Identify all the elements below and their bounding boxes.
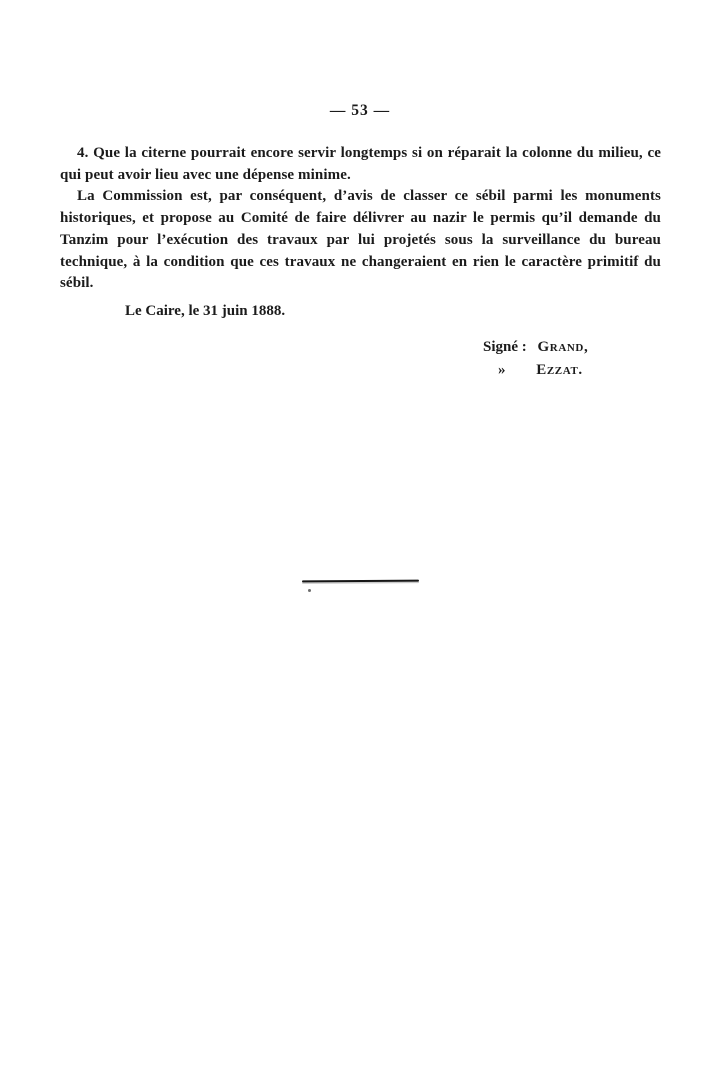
end-rule — [302, 580, 419, 583]
signature-name-ezzat: Ezzat. — [536, 362, 583, 378]
signature-block — [483, 336, 588, 382]
dateline: Le Caire, le 31 juin 1888. — [125, 303, 286, 319]
signature-label: Signé : — [483, 339, 527, 355]
ink-speck — [308, 589, 311, 592]
body-text — [60, 143, 661, 295]
signature-name-grand: Grand, — [537, 339, 589, 355]
signature-row-grand — [483, 336, 588, 359]
ditto-mark: » — [498, 362, 506, 378]
paragraph-commission: La Commission est, par conséquent, d’avis de classer ce sébil parmi les monuments historiques, et propose au Comité de faire délivrer au nazir le permis qu’il demande du Tanzim pour l’exécution des travaux par lui projetés sous la surveillance du bureau technique, à la condition que ces travaux ne changeraient en rien le caractère primitif du sébil. — [60, 188, 661, 292]
paragraph-citerne: 4. Que la citerne pourrait encore servir longtemps si on réparait la colonne du milieu, ce qui peut avoir lieu avec une dépense minime. — [60, 145, 661, 183]
signature-row-ezzat — [483, 359, 588, 382]
page-number: — 53 — — [329, 102, 391, 119]
